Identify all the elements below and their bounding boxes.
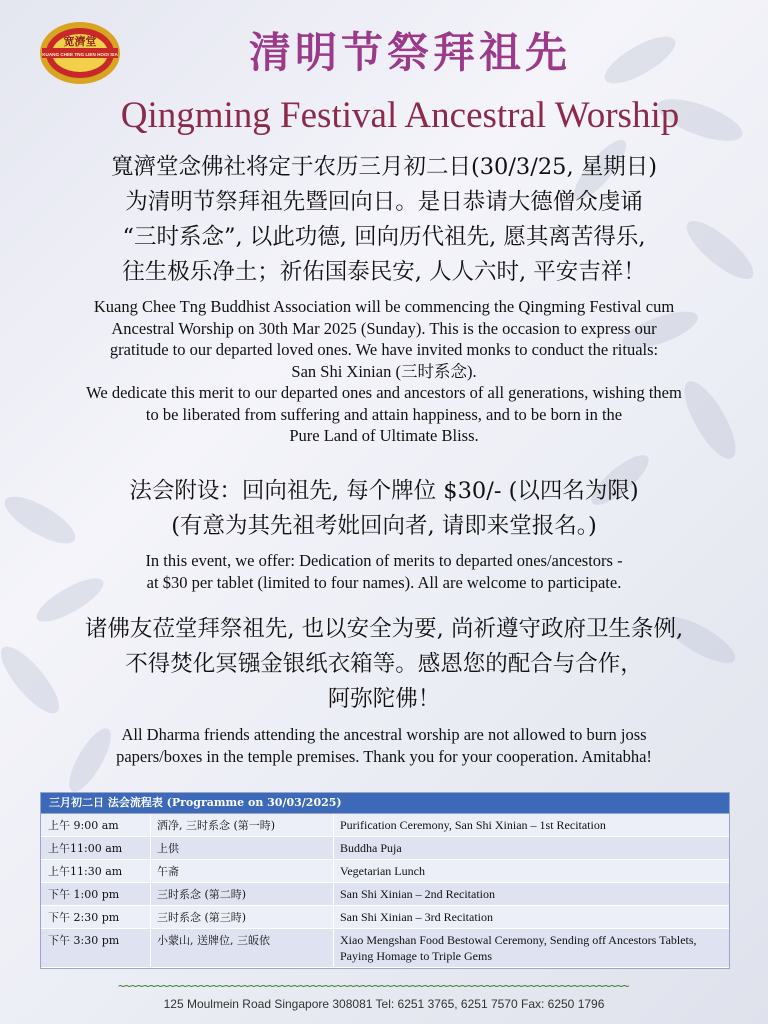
intro-en-line: Ancestral Worship on 30th Mar 2025 (Sunday). This is the occasion to express our: [111, 318, 657, 338]
intro-en-line: We dedicate this merit to our departed ones and ancestors of all generations, wishing them: [86, 383, 682, 402]
intro-zh-line: “三时系念”, 以此功德, 回向历代祖先, 愿其离苦得乐,: [122, 224, 646, 250]
row-en: Purification Ceremony, San Shi Xinian – 1st Recitation: [340, 818, 606, 832]
row-time: 下午 2:30 pm: [41, 906, 151, 928]
row-zh: 午斋: [151, 860, 334, 882]
intro-chinese: [20, 150, 748, 290]
notice-zh-line: 阿弥陀佛！: [327, 686, 441, 712]
table-row: [41, 906, 729, 929]
intro-en-line: gratitude to our departed loved ones. We have invited monks to conduct the rituals:: [109, 340, 659, 359]
logo-chars: 宽濟堂: [63, 35, 97, 48]
offer-zh-line: (有意为其先祖考妣回向者, 请即来堂报名。): [171, 513, 597, 539]
intro-en-line: Pure Land of Ultimate Bliss.: [289, 426, 479, 445]
offer-en-line: In this event, we offer: Dedication of merits to departed ones/ancestors -: [145, 551, 623, 570]
page-title-chinese: 清明节祭拜祖先: [248, 28, 571, 77]
row-time: 上午 9:00 am: [41, 814, 151, 836]
notice-chinese: [20, 612, 748, 717]
row-time: 下午 1:00 pm: [41, 883, 151, 905]
notice-english: [8, 724, 760, 767]
wave-divider: ~~~~~~~~~~~~~~~~~~~~~~~~~~~~~~~~~~~~~~~~~~~~~~~~~~~~~~~~~~~~~~~~~~~~~~~~~~~~~~~~~~: [118, 979, 629, 993]
row-zh: 上供: [151, 837, 334, 859]
intro-zh-line: 寬濟堂念佛社将定于农历三月初二日(30/3/25, 星期日): [110, 154, 658, 180]
intro-en-line: to be liberated from suffering and attain happiness, and to be born in the: [145, 404, 623, 424]
offer-zh-line: 法会附设：回向祖先, 每个牌位 $30/- (以四名为限): [129, 478, 639, 504]
intro-zh-line: 为清明节祭拜祖先暨回向日。是日恭请大德僧众虔诵: [125, 189, 643, 215]
table-row: [41, 883, 729, 906]
offer-english: [8, 550, 760, 593]
row-time: 上午11:00 am: [41, 837, 151, 859]
row-zh: 洒净, 三时系念 (第一時): [151, 814, 334, 836]
table-row: [41, 929, 729, 968]
row-en: San Shi Xinian – 3rd Recitation: [340, 910, 493, 924]
intro-en-line: Kuang Chee Tng Buddhist Association will be commencing the Qingming Festival cum: [93, 297, 675, 316]
table-row: [41, 860, 729, 883]
programme-rows: [41, 814, 729, 968]
row-en: Vegetarian Lunch: [340, 864, 425, 878]
notice-zh-line: 诸佛友莅堂拜祭祖先, 也以安全为要, 尚祈遵守政府卫生条例,: [84, 616, 684, 642]
table-row: [41, 837, 729, 860]
programme-table: [40, 792, 730, 969]
notice-en-line: papers/boxes in the temple premises. Thank you for your cooperation. Amitabha!: [116, 746, 652, 766]
row-zh: 三时系念 (第二時): [151, 883, 334, 905]
temple-logo: [38, 20, 122, 86]
intro-en-line: San Shi Xinian (三时系念).: [291, 361, 477, 381]
notice-zh-line: 不得焚化冥镪金银纸衣箱等。感恩您的配合与合作，: [125, 651, 643, 677]
row-zh: 三时系念 (第三時): [151, 906, 334, 928]
offer-chinese: [20, 474, 748, 544]
intro-zh-line: 往生极乐净土；祈佑国泰民安, 人人六时, 平安吉祥！: [122, 259, 646, 285]
page-title-english: Qingming Festival Ancestral Worship: [120, 95, 680, 136]
notice-en-line: All Dharma friends attending the ancestral worship are not allowed to burn joss: [121, 725, 647, 744]
programme-heading: 三月初二日 法会流程表 (Programme on 30/03/2025): [41, 793, 729, 814]
offer-en-line: at $30 per tablet (limited to four names). All are welcome to participate.: [146, 572, 622, 592]
table-row: [41, 814, 729, 837]
row-en: Xiao Mengshan Food Bestowal Ceremony, Sending off Ancestors Tablets, Paying Homage to Triple Gems: [340, 933, 697, 963]
intro-english: [8, 296, 760, 447]
row-time: 上午11:30 am: [41, 860, 151, 882]
row-zh: 小蒙山, 送牌位, 三皈依: [151, 929, 334, 967]
footer-contact: 125 Moulmein Road Singapore 308081 Tel: 6251 3765, 6251 7570 Fax: 6250 1796: [163, 997, 605, 1011]
row-time: 下午 3:30 pm: [41, 929, 151, 967]
row-en: San Shi Xinian – 2nd Recitation: [340, 887, 495, 901]
row-en: Buddha Puja: [340, 841, 402, 855]
logo-text: KUANG CHEE TNG LIEN HOOI SIA: [42, 52, 118, 57]
